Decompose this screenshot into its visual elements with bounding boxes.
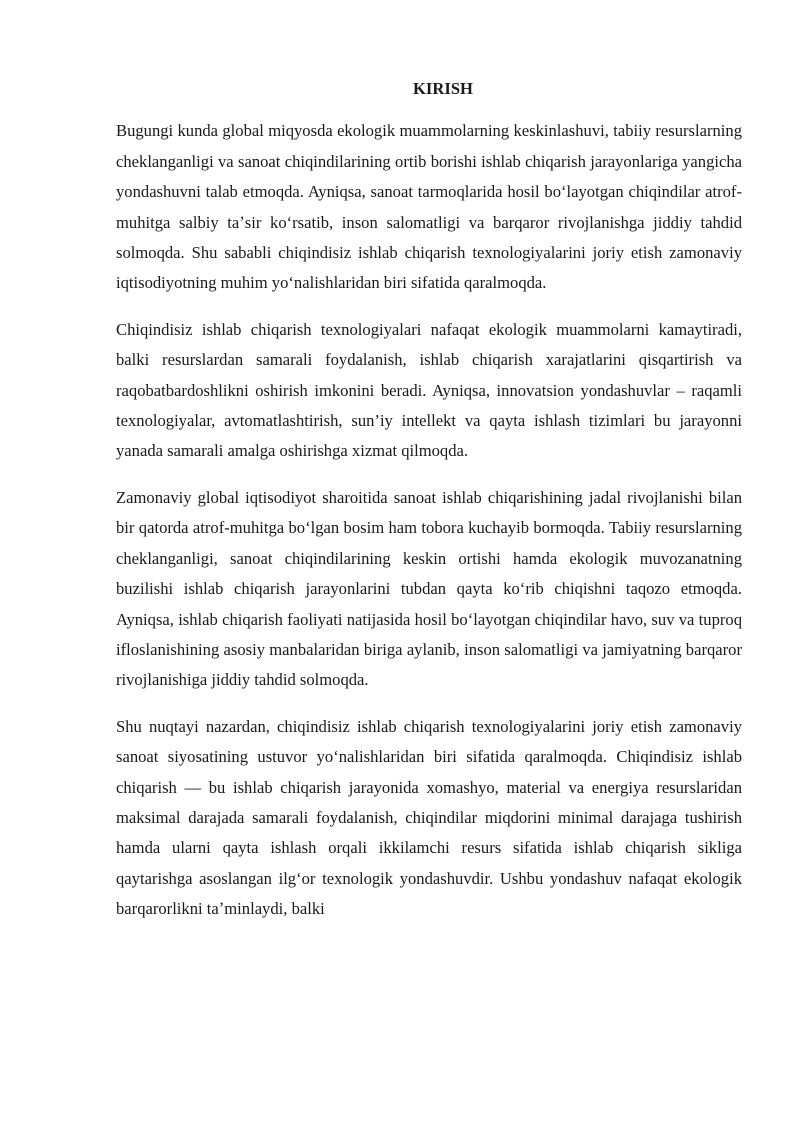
page-title: KIRISH [413, 79, 473, 98]
paragraph-1: Bugungi kunda global miqyosda ekologik muammolarning keskinlashuvi, tabiiy resurslarning cheklanganligi va sanoat chiqindilarining ortib borishi ishlab chiqarish jarayonlariga yangicha yondashuvni talab etmoqda. Ayniqsa, sanoat tarmoqlarida hosil boʻlayotgan chiqindilar atrof-muhitga salbiy taʼsir koʻrsatib, inson salomatligi va barqaror rivojlanishga jiddiy tahdid solmoqda. Shu sababli chiqindisiz ishlab chiqarish texnologiyalarini joriy etish zamonaviy iqtisodiyotning muhim yoʻnalishlaridan biri sifatida qaralmoqda. [116, 121, 742, 293]
paragraph-4: Shu nuqtayi nazardan, chiqindisiz ishlab chiqarish texnologiyalarini joriy etish zamonaviy sanoat siyosatining ustuvor yoʻnalishlaridan biri sifatida qaralmoqda. Chiqindisiz ishlab chiqarish — bu ishlab chiqarish jarayonida xomashyo, material va energiya resurslaridan maksimal darajada samarali foydalanish, chiqindilar miqdorini minimal darajaga tushirish hamda ularni qayta ishlash orqali ikkilamchi resurs sifatida ishlab chiqarish sikliga qaytarishga asoslangan ilgʻor texnologik yondashuvdir. Ushbu yondashuv nafaqat ekologik barqarorlikni taʼminlaydi, balki [116, 716, 742, 919]
document-body [116, 74, 742, 925]
paragraph-2: Chiqindisiz ishlab chiqarish texnologiyalari nafaqat ekologik muammolarni kamaytiradi, balki resurslardan samarali foydalanish, ishlab chiqarish xarajatlarini qisqartirish va raqobatbardoshlikni oshirish imkonini beradi. Ayniqsa, innovatsion yondashuvlar – raqamli texnologiyalar, avtomatlashtirish, sun’iy intellekt va qayta ishlash tizimlari bu jarayonni yanada samarali amalga oshirishga xizmat qilmoqda. [116, 319, 742, 461]
paragraph-3: Zamonaviy global iqtisodiyot sharoitida sanoat ishlab chiqarishining jadal rivojlanishi bilan bir qatorda atrof-muhitga boʻlgan bosim ham tobora kuchayib bormoqda. Tabiiy resurslarning cheklanganligi, sanoat chiqindilarining keskin ortishi hamda ekologik muvozanatning buzilishi ishlab chiqarish jarayonlarini tubdan qayta koʻrib chiqishni taqozo etmoqda. Ayniqsa, ishlab chiqarish faoliyati natijasida hosil boʻlayotgan chiqindilar havo, suv va tuproq ifloslanishining asosiy manbalaridan biriga aylanib, inson salomatligi va jamiyatning barqaror rivojlanishiga jiddiy tahdid solmoqda. [116, 487, 742, 690]
